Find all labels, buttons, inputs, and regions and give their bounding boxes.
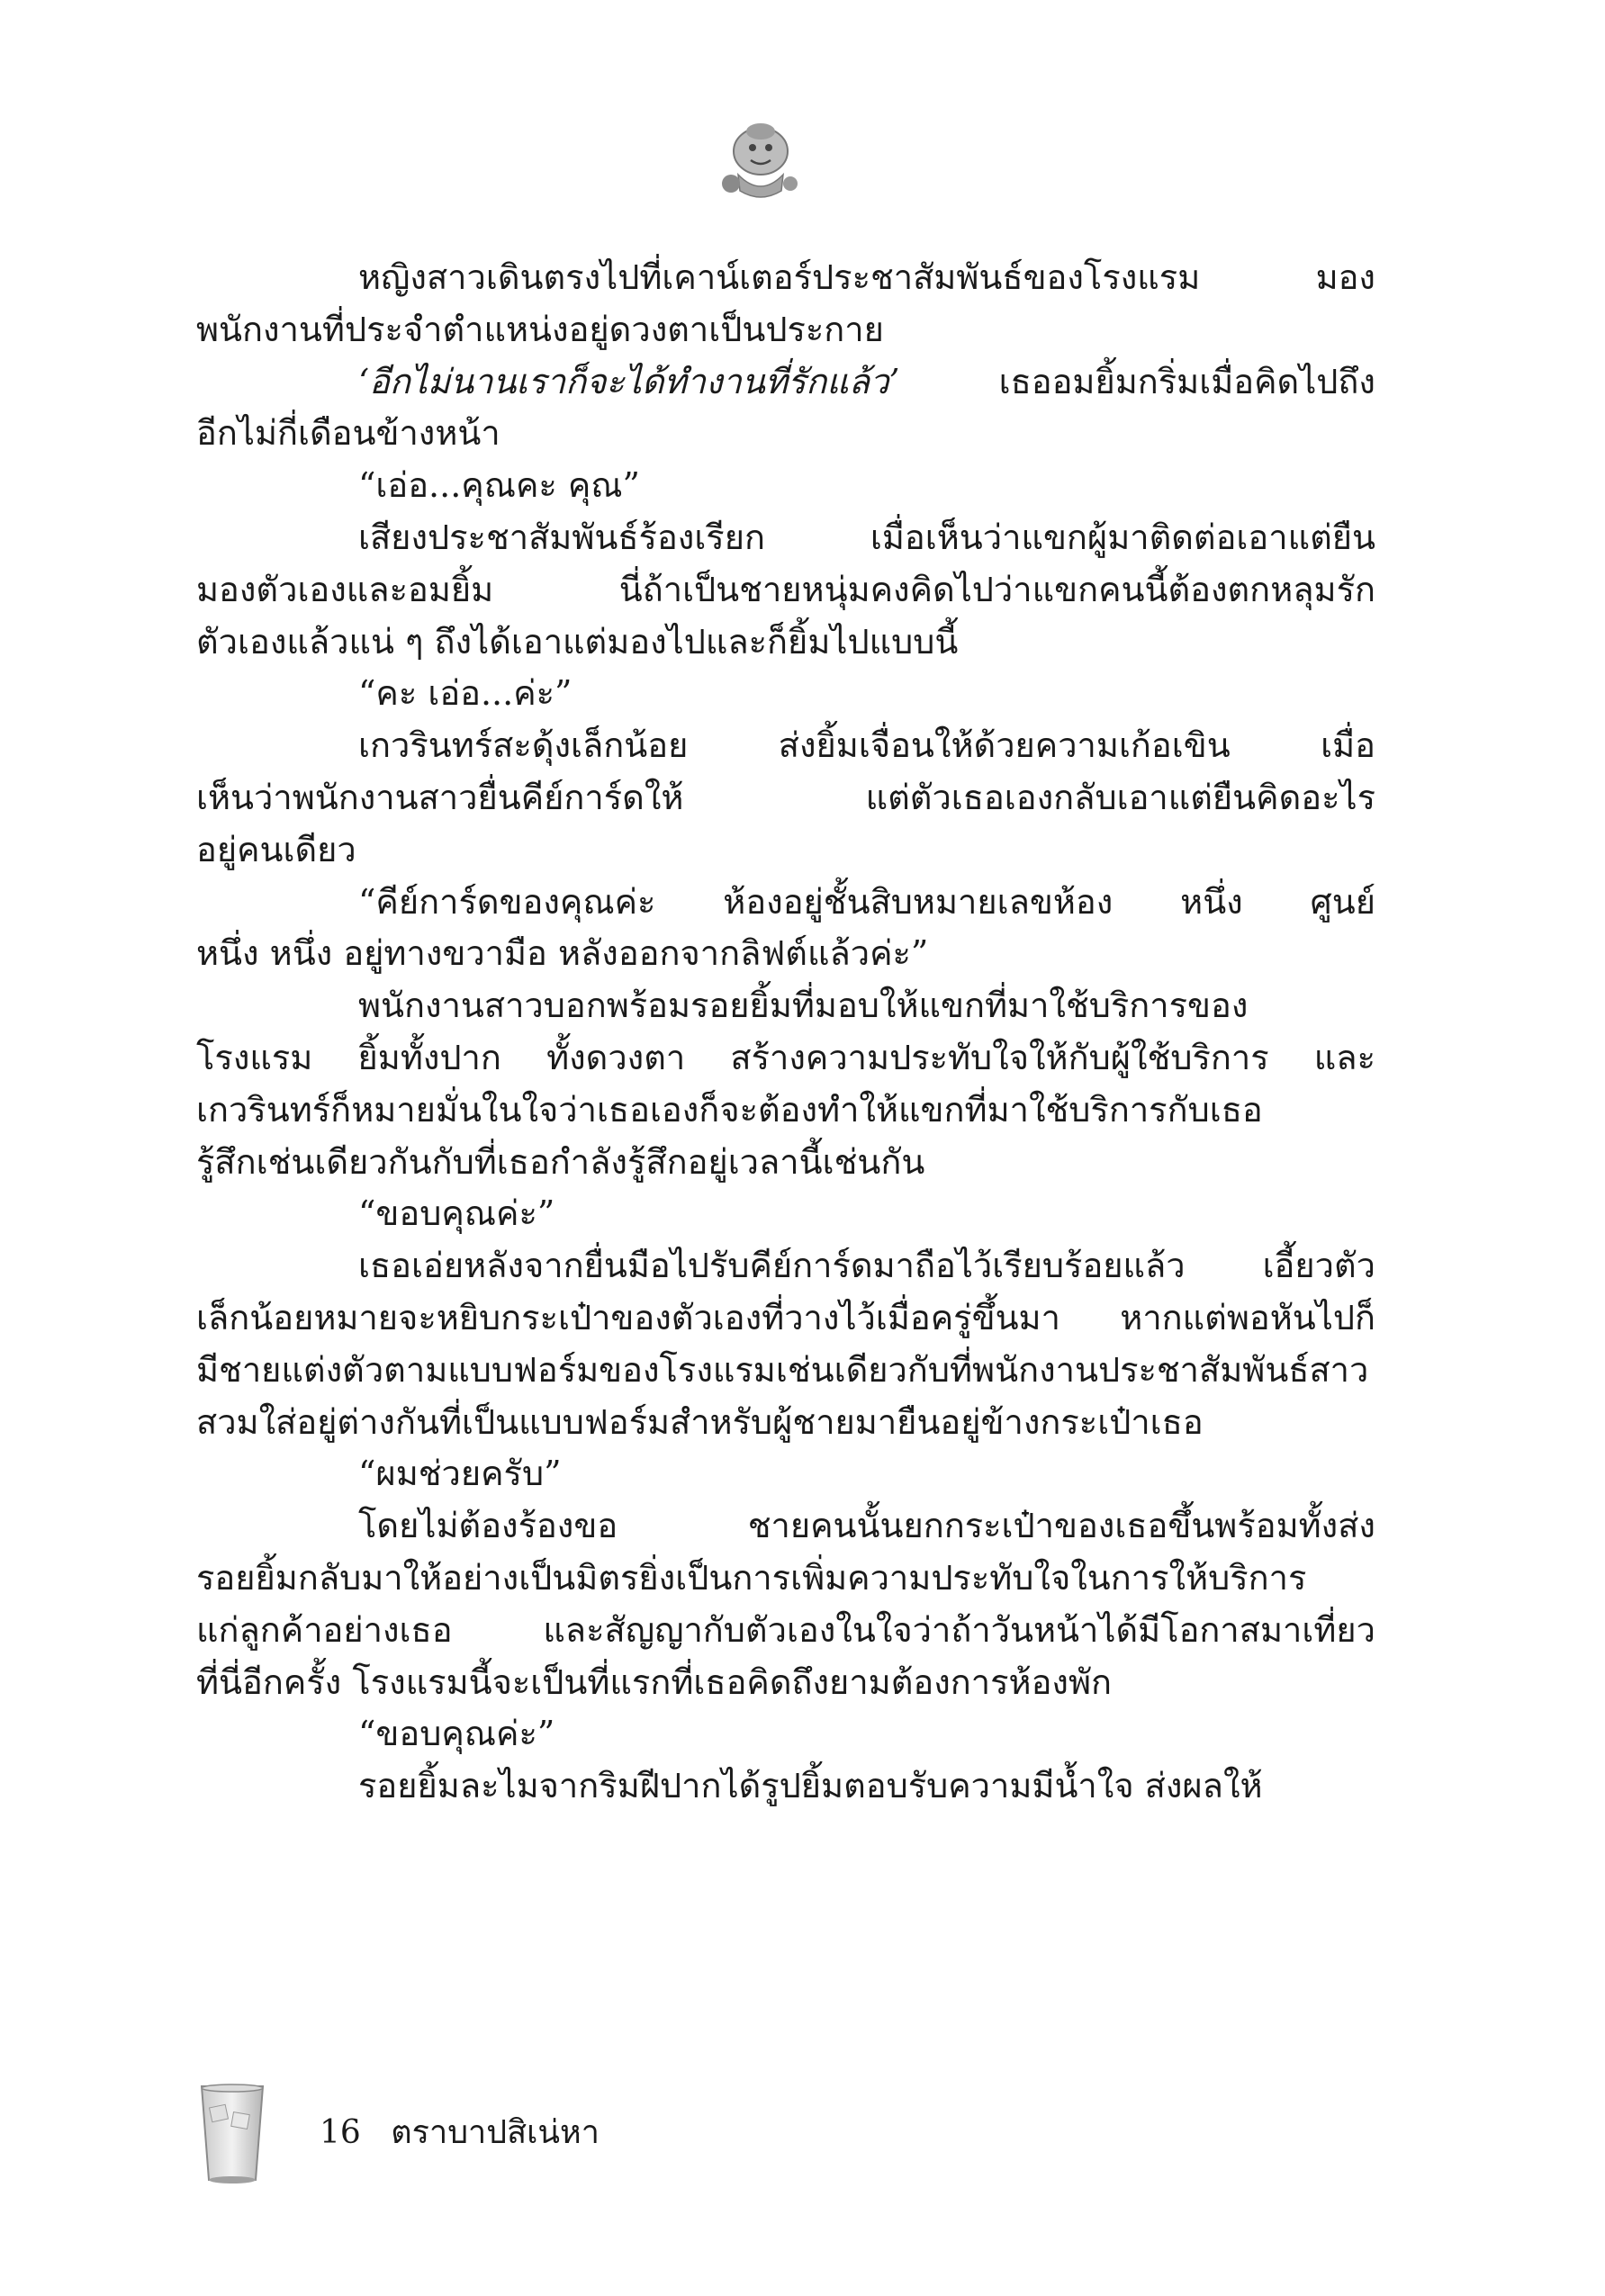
text-line: รอยยิ้มละไมจากริมฝีปากได้รูปยิ้มตอบรับความมีน้ำใจ ส่งผลให้ bbox=[358, 1766, 1263, 1806]
page-number: 16 bbox=[320, 2114, 361, 2151]
cartoon-figure-icon bbox=[711, 108, 810, 207]
glass-of-water-icon bbox=[196, 2079, 268, 2187]
page-footer bbox=[320, 2106, 600, 2157]
body-text bbox=[196, 252, 1375, 1813]
text-line: อีกไม่กี่เดือนข้างหน้า bbox=[196, 413, 500, 454]
text-line: เสียงประชาสัมพันธ์ร้องเรียก เมื่อเห็นว่าแขกผู้มาติดต่อเอาแต่ยืน bbox=[358, 517, 1375, 557]
text-line: หญิงสาวเดินตรงไปที่เคาน์เตอร์ประชาสัมพันธ์ของโรงแรม มอง bbox=[358, 257, 1375, 297]
text-run: เธออมยิ้มกริ่มเมื่อคิดไปถึง bbox=[899, 361, 1375, 401]
text-line: หนึ่ง หนึ่ง อยู่ทางขวามือ หลังออกจากลิฟต์แล้วค่ะ” bbox=[196, 933, 929, 974]
text-line: “ขอบคุณค่ะ” bbox=[358, 1193, 555, 1234]
text-line: เกวรินทร์สะดุ้งเล็กน้อย ส่งยิ้มเจื่อนให้ด้วยความเก้อเขิน เมื่อ bbox=[358, 725, 1375, 766]
text-line: “คีย์การ์ดของคุณค่ะ ห้องอยู่ชั้นสิบหมายเลขห้อง หนึ่ง ศูนย์ bbox=[358, 881, 1375, 922]
italic-thought: ‘อีกไม่นานเราก็จะได้ทำงานที่รักแล้ว’ bbox=[358, 361, 900, 401]
text-line: พนักงานสาวบอกพร้อมรอยยิ้มที่มอบให้แขกที่มาใช้บริการของ bbox=[358, 986, 1249, 1026]
text-line: โรงแรม ยิ้มทั้งปาก ทั้งดวงตา สร้างความประทับใจให้กับผู้ใช้บริการ และ bbox=[196, 1037, 1375, 1077]
text-line: “ขอบคุณค่ะ” bbox=[358, 1714, 555, 1754]
text-line: เล็กน้อยหมายจะหยิบกระเป๋าของตัวเองที่วางไว้เมื่อครู่ขึ้นมา หากแต่พอหันไปก็ bbox=[196, 1297, 1375, 1337]
text-line: รู้สึกเช่นเดียวกันกับที่เธอกำลังรู้สึกอยู่เวลานี้เช่นกัน bbox=[196, 1141, 925, 1182]
text-line: “เอ่อ...คุณคะ คุณ” bbox=[358, 465, 640, 506]
text-line: เธอเอ่ยหลังจากยื่นมือไปรับคีย์การ์ดมาถือไว้เรียบร้อยแล้ว เอี้ยวตัว bbox=[358, 1246, 1375, 1286]
text-line: สวมใส่อยู่ต่างกันที่เป็นแบบฟอร์มสำหรับผู้ชายมายืนอยู่ข้างกระเป๋าเธอ bbox=[196, 1401, 1204, 1442]
text-line: ตัวเองแล้วแน่ ๆ ถึงได้เอาแต่มองไปและก็ยิ้มไปแบบนี้ bbox=[196, 621, 959, 662]
running-title: ตราบาปสิเน่หา bbox=[391, 2114, 600, 2151]
text-line: “ผมช่วยครับ” bbox=[358, 1454, 562, 1494]
text-line bbox=[196, 356, 1375, 409]
text-line: ที่นี่อีกครั้ง โรงแรมนี้จะเป็นที่แรกที่เธอคิดถึงยามต้องการห้องพัก bbox=[196, 1661, 1113, 1702]
text-line: พนักงานที่ประจำตำแหน่งอยู่ดวงตาเป็นประกาย bbox=[196, 309, 884, 349]
text-line: โดยไม่ต้องร้องขอ ชายคนนั้นยกกระเป๋าของเธอขึ้นพร้อมทั้งส่ง bbox=[358, 1506, 1375, 1546]
text-line: เห็นว่าพนักงานสาวยื่นคีย์การ์ดให้ แต่ตัวเธอเองกลับเอาแต่ยืนคิดอะไร bbox=[196, 777, 1375, 817]
text-line: แก่ลูกค้าอย่างเธอ และสัญญากับตัวเองในใจว่าถ้าวันหน้าได้มีโอกาสมาเที่ยว bbox=[196, 1609, 1375, 1650]
text-line: “คะ เอ่อ...ค่ะ” bbox=[358, 673, 573, 714]
text-line: อยู่คนเดียว bbox=[196, 829, 356, 869]
text-line: มองตัวเองและอมยิ้ม นี่ถ้าเป็นชายหนุ่มคงคิดไปว่าแขกคนนี้ต้องตกหลุมรัก bbox=[196, 569, 1375, 609]
text-line: มีชายแต่งตัวตามแบบฟอร์มของโรงแรมเช่นเดียวกับที่พนักงานประชาสัมพันธ์สาว bbox=[196, 1349, 1369, 1390]
text-line: รอยยิ้มกลับมาให้อย่างเป็นมิตรยิ่งเป็นการเพิ่มความประทับใจในการให้บริการ bbox=[196, 1557, 1307, 1598]
text-line: เกวรินทร์ก็หมายมั่นในใจว่าเธอเองก็จะต้องทำให้แขกที่มาใช้บริการกับเธอ bbox=[196, 1089, 1263, 1130]
